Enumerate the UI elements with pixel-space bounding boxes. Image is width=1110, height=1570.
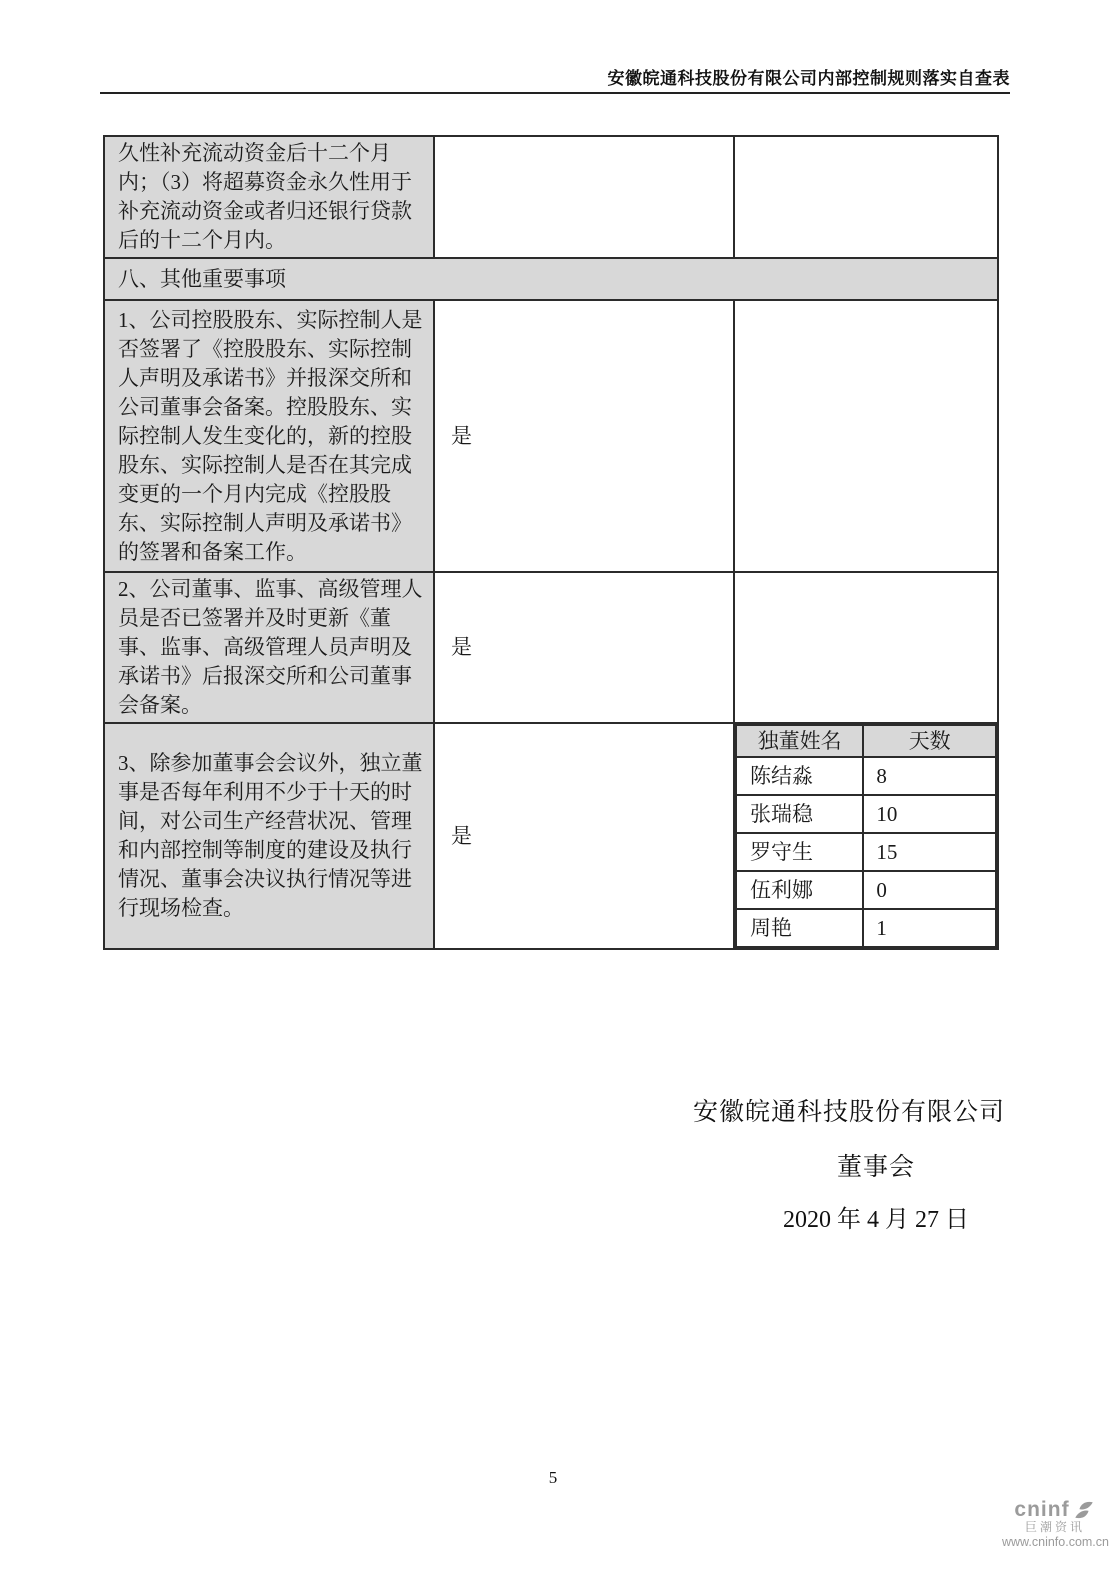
question-cell-1: 1、公司控股股东、实际控制人是否签署了《控股股东、实际控制人声明及承诺书》并报深交所和公司董事会备案。控股股东、实际控制人发生变化的，新的控股股东、实际控制人是否在其完成变更的一个月内完成《控股股东、实际控制人声明及承诺书》的签署和备案工作。 (104, 300, 434, 572)
cninfo-logo-url: www.cninfo.com.cn (1002, 1535, 1109, 1550)
director-days: 8 (863, 757, 996, 795)
selfcheck-table (103, 135, 999, 950)
director-name: 罗守生 (736, 833, 863, 871)
director-days: 15 (863, 833, 996, 871)
answer-cell-2: 是 (434, 572, 734, 723)
table-row (104, 300, 998, 572)
table-row (736, 833, 996, 871)
page-number: 5 (548, 1468, 558, 1487)
director-name: 张瑞稳 (736, 795, 863, 833)
table-row (104, 136, 998, 258)
inner-table-header-row (736, 725, 996, 757)
section-header-cell: 八、其他重要事项 (104, 258, 998, 300)
note-cell-carryover (734, 136, 998, 258)
table-row (104, 723, 998, 949)
question-cell-2: 2、公司董事、监事、高级管理人员是否已签署并及时更新《董事、监事、高级管理人员声明及承诺书》后报深交所和公司董事会备案。 (104, 572, 434, 723)
cninfo-logo (1002, 1498, 1108, 1550)
director-days: 1 (863, 909, 996, 947)
answer-cell-1: 是 (434, 300, 734, 572)
independent-directors-table (735, 724, 997, 948)
section-header-row (104, 258, 998, 300)
header-divider-rule (100, 92, 1010, 94)
cninfo-logo-brand-text: cninf (1014, 1498, 1070, 1521)
answer-cell-3: 是 (434, 723, 734, 949)
table-row (736, 909, 996, 947)
note-cell-1 (734, 300, 998, 572)
note-cell-2 (734, 572, 998, 723)
table-row (736, 871, 996, 909)
note-cell-3 (734, 723, 998, 949)
inner-header-name: 独董姓名 (736, 725, 863, 757)
signature-company-name: 安徽皖通科技股份有限公司 (693, 1099, 1006, 1126)
cninfo-swirl-icon (1072, 1499, 1096, 1521)
signature-date: 2020 年 4 月 27 日 (783, 1207, 969, 1233)
table-row (736, 795, 996, 833)
director-name: 周艳 (736, 909, 863, 947)
inner-header-days: 天数 (863, 725, 996, 757)
director-days: 0 (863, 871, 996, 909)
page-header-title: 安徽皖通科技股份有限公司内部控制规则落实自查表 (607, 69, 1010, 88)
table-row (104, 572, 998, 723)
answer-cell-carryover (434, 136, 734, 258)
director-name: 陈结淼 (736, 757, 863, 795)
question-cell-carryover: 久性补充流动资金后十二个月内；（3）将超募资金永久性用于补充流动资金或者归还银行贷款后的十二个月内。 (104, 136, 434, 258)
director-days: 10 (863, 795, 996, 833)
cninfo-logo-chinese-name: 巨潮资讯 (1024, 1520, 1085, 1535)
signature-board: 董事会 (837, 1154, 916, 1181)
director-name: 伍利娜 (736, 871, 863, 909)
table-row (736, 757, 996, 795)
question-cell-3: 3、除参加董事会会议外，独立董事是否每年利用不少于十天的时间，对公司生产经营状况、管理和内部控制等制度的建设及执行情况、董事会决议执行情况等进行现场检查。 (104, 723, 434, 949)
